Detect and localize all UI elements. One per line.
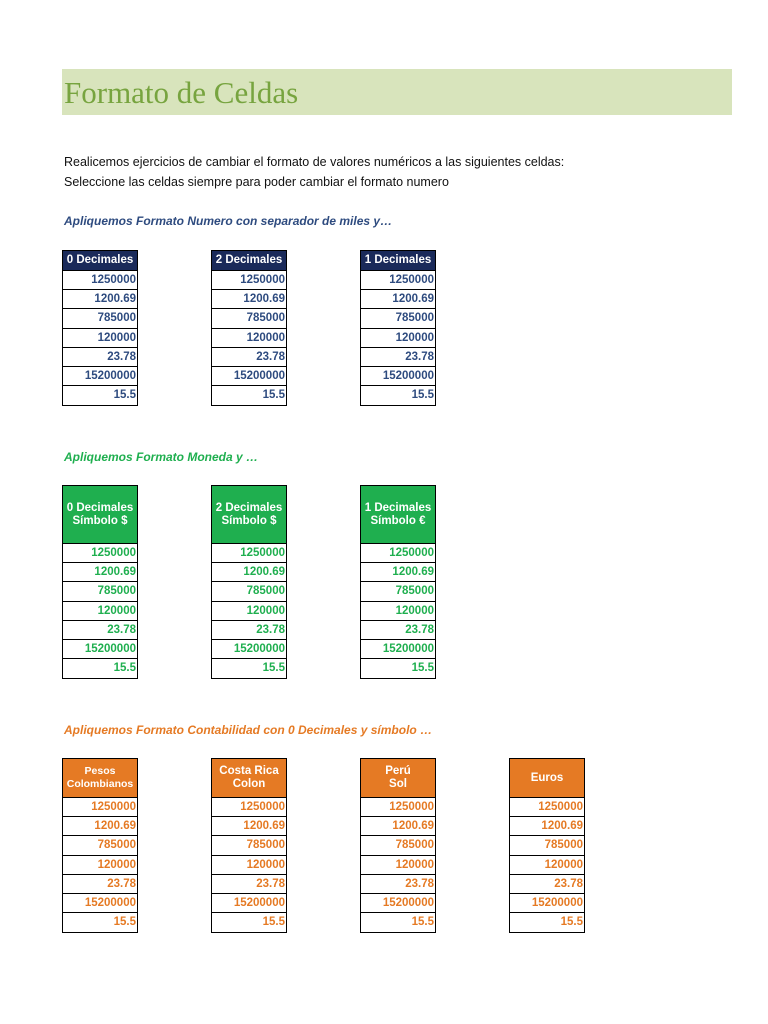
table-cell[interactable]: 120000 bbox=[361, 856, 435, 875]
table-cell[interactable]: 1250000 bbox=[212, 798, 286, 817]
table-cell[interactable]: 23.78 bbox=[361, 348, 435, 367]
table-contabilidad-1 bbox=[62, 758, 138, 933]
table-cell[interactable]: 15200000 bbox=[212, 894, 286, 913]
table-cell[interactable]: 23.78 bbox=[63, 348, 137, 367]
table-cell[interactable]: 120000 bbox=[63, 856, 137, 875]
table-cell[interactable]: 1200.69 bbox=[361, 817, 435, 836]
table-header-cell[interactable]: 2 Decimales bbox=[212, 251, 286, 271]
table-cell[interactable]: 23.78 bbox=[361, 621, 435, 640]
table-header-cell[interactable]: Pesos Colombianos bbox=[63, 759, 137, 798]
table-cell[interactable]: 1200.69 bbox=[212, 817, 286, 836]
table-cell[interactable]: 785000 bbox=[361, 836, 435, 855]
table-cell[interactable]: 1250000 bbox=[212, 271, 286, 290]
table-cell[interactable]: 23.78 bbox=[361, 875, 435, 894]
table-cell[interactable]: 1250000 bbox=[510, 798, 584, 817]
table-cell[interactable]: 120000 bbox=[212, 602, 286, 621]
table-cell[interactable]: 120000 bbox=[510, 856, 584, 875]
table-cell[interactable]: 15.5 bbox=[262, 662, 285, 675]
table-cell[interactable]: 1250000 bbox=[361, 544, 435, 563]
table-cell[interactable]: 120000 bbox=[63, 602, 137, 621]
title-banner bbox=[62, 69, 732, 115]
table-cell[interactable]: 15200000 bbox=[212, 367, 286, 386]
table-cell[interactable]: 15200000 bbox=[63, 367, 137, 386]
table-cell[interactable]: 15.5 bbox=[113, 662, 136, 675]
table-cell[interactable]: 23.78 bbox=[510, 875, 584, 894]
table-cell[interactable]: 1200.69 bbox=[212, 563, 286, 582]
table-cell[interactable]: 23.78 bbox=[63, 875, 137, 894]
table-cell[interactable]: 785000 bbox=[63, 582, 137, 601]
table-contabilidad-4 bbox=[509, 758, 585, 933]
table-cell[interactable]: 15.5 bbox=[411, 662, 434, 675]
table-cell[interactable]: 1200.69 bbox=[63, 563, 137, 582]
table-cell[interactable]: 1200.69 bbox=[510, 817, 584, 836]
table-moneda-3 bbox=[360, 485, 436, 679]
table-cell[interactable]: 23.78 bbox=[212, 621, 286, 640]
table-numero-3 bbox=[360, 250, 436, 406]
table-header-cell[interactable]: 0 Decimales bbox=[63, 251, 137, 271]
intro-line-2: Seleccione las celdas siempre para poder cambiar el formato numero bbox=[64, 175, 449, 189]
table-cell[interactable]: 15200000 bbox=[63, 640, 137, 659]
table-cell[interactable]: 23.78 bbox=[63, 621, 137, 640]
table-cell[interactable]: 15.5 bbox=[113, 389, 136, 402]
table-cell[interactable]: 1200.69 bbox=[63, 817, 137, 836]
table-cell[interactable]: 1250000 bbox=[63, 271, 137, 290]
table-cell[interactable]: 120000 bbox=[361, 602, 435, 621]
table-cell[interactable]: 15200000 bbox=[510, 894, 584, 913]
table-cell[interactable]: 785000 bbox=[361, 582, 435, 601]
section-title-contabilidad: Apliquemos Formato Contabilidad con 0 Decimales y símbolo … bbox=[64, 723, 433, 737]
table-cell[interactable]: 15200000 bbox=[361, 367, 435, 386]
table-cell[interactable]: 120000 bbox=[212, 856, 286, 875]
table-cell[interactable]: 785000 bbox=[212, 582, 286, 601]
table-cell[interactable]: 23.78 bbox=[212, 348, 286, 367]
table-cell[interactable]: 785000 bbox=[361, 309, 435, 328]
table-cell[interactable]: 785000 bbox=[212, 309, 286, 328]
table-cell[interactable]: 15.5 bbox=[411, 389, 434, 402]
table-numero-2 bbox=[211, 250, 287, 406]
table-header-cell[interactable]: 2 Decimales Símbolo $ bbox=[212, 486, 286, 544]
table-cell[interactable]: 1250000 bbox=[212, 544, 286, 563]
table-header-cell[interactable]: Costa Rica Colon bbox=[212, 759, 286, 798]
table-cell[interactable]: 785000 bbox=[63, 309, 137, 328]
table-cell[interactable]: 1200.69 bbox=[63, 290, 137, 309]
table-header-cell[interactable]: 1 Decimales bbox=[361, 251, 435, 271]
table-cell[interactable]: 15200000 bbox=[361, 640, 435, 659]
table-header-cell[interactable]: 1 Decimales Símbolo € bbox=[361, 486, 435, 544]
table-cell[interactable]: 1200.69 bbox=[361, 290, 435, 309]
table-cell[interactable]: 1200.69 bbox=[212, 290, 286, 309]
table-cell[interactable]: 785000 bbox=[63, 836, 137, 855]
table-numero-1 bbox=[62, 250, 138, 406]
table-cell[interactable]: 1200.69 bbox=[361, 563, 435, 582]
section-title-moneda: Apliquemos Formato Moneda y … bbox=[64, 450, 259, 464]
table-contabilidad-2 bbox=[211, 758, 287, 933]
table-cell[interactable]: 15200000 bbox=[361, 894, 435, 913]
table-moneda-1 bbox=[62, 485, 138, 679]
section-title-numero: Apliquemos Formato Numero con separador de miles y… bbox=[64, 214, 393, 228]
table-contabilidad-3 bbox=[360, 758, 436, 933]
table-cell[interactable]: 15200000 bbox=[212, 640, 286, 659]
table-cell[interactable]: 15.5 bbox=[262, 916, 285, 929]
table-cell[interactable]: 1250000 bbox=[63, 544, 137, 563]
table-cell[interactable]: 785000 bbox=[510, 836, 584, 855]
table-moneda-2 bbox=[211, 485, 287, 679]
intro-line-1: Realicemos ejercicios de cambiar el formato de valores numéricos a las siguientes celdas: bbox=[64, 155, 565, 169]
table-cell[interactable]: 120000 bbox=[212, 329, 286, 348]
table-cell[interactable]: 15.5 bbox=[262, 389, 285, 402]
page-title: Formato de Celdas bbox=[64, 75, 299, 110]
table-cell[interactable]: 1250000 bbox=[63, 798, 137, 817]
table-cell[interactable]: 15.5 bbox=[560, 916, 583, 929]
table-cell[interactable]: 120000 bbox=[63, 329, 137, 348]
table-header-cell[interactable]: Euros bbox=[510, 759, 584, 798]
table-cell[interactable]: 1250000 bbox=[361, 798, 435, 817]
table-cell[interactable]: 15200000 bbox=[63, 894, 137, 913]
table-cell[interactable]: 15.5 bbox=[411, 916, 434, 929]
table-header-cell[interactable]: 0 Decimales Símbolo $ bbox=[63, 486, 137, 544]
table-header-cell[interactable]: Perú Sol bbox=[361, 759, 435, 798]
table-cell[interactable]: 120000 bbox=[361, 329, 435, 348]
table-cell[interactable]: 1250000 bbox=[361, 271, 435, 290]
table-cell[interactable]: 23.78 bbox=[212, 875, 286, 894]
table-cell[interactable]: 15.5 bbox=[113, 916, 136, 929]
table-cell[interactable]: 785000 bbox=[212, 836, 286, 855]
